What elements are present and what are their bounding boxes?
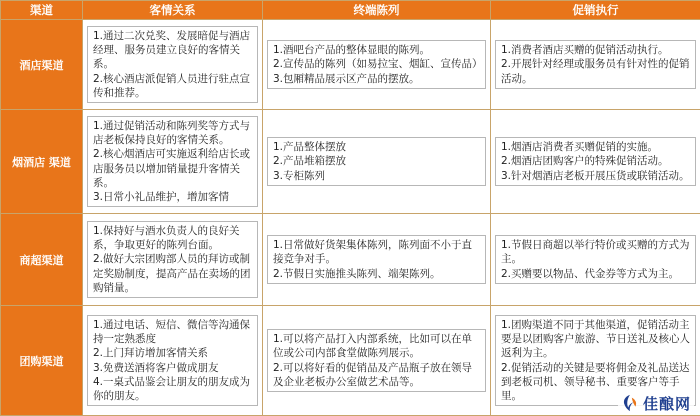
header-channel: 渠道: [1, 1, 83, 20]
watermark-text: 佳酿网: [643, 393, 691, 414]
list-item: 1.日常做好货架集体陈列，陈列面不小于直接竞争对手。: [273, 238, 480, 267]
list-item: 2.节假日实施推头陈列、端架陈列。: [273, 267, 480, 281]
text-box: [87, 116, 258, 208]
text-box: [495, 40, 696, 89]
list-item: 2.开展针对经理或服务员有针对性的促销活动。: [501, 57, 690, 86]
list-item: 2.做好大宗团购部人员的拜访或制定奖励制度，提高产品在卖场的团购销量。: [93, 252, 252, 295]
list-item: 4.一桌式品鉴会让朋友的朋友成为你的朋友。: [93, 375, 252, 404]
list-item: 1.通过电话、短信、微信等沟通保持一定熟悉度: [93, 318, 252, 347]
header-display: 终端陈列: [263, 1, 491, 20]
display-cell: [263, 306, 491, 416]
relation-cell: [83, 110, 263, 214]
channel-cell: 团购渠道: [1, 306, 83, 416]
list-item: 1.烟酒店消费者买赠促销的实施。: [501, 140, 690, 154]
list-item: 2.可以将好看的促销品及产品瓶子放在领导及企业老板办公室做艺术品等。: [273, 361, 480, 390]
list-item: 1.可以将产品打入内部系统，比如可以在单位或公司内部食堂做陈列展示。: [273, 332, 480, 361]
list-item: 1.通过二次兑奖、发展暗促与酒店经理、服务员建立良好的客情关系。: [93, 29, 252, 72]
list-item: 3.针对烟酒店老板开展压货或联销活动。: [501, 169, 690, 183]
promotion-cell: [491, 110, 700, 214]
channel-cell: 烟酒店 渠道: [1, 110, 83, 214]
list-item: 2.产品堆箱摆放: [273, 154, 480, 168]
text-box: [495, 235, 696, 284]
text-box: [267, 235, 486, 284]
table-row: [1, 20, 700, 110]
text-box: [87, 26, 258, 103]
list-item: 3.专柜陈列: [273, 169, 480, 183]
list-item: 2.买赠要以物品、代金券等方式为主。: [501, 267, 690, 281]
list-item: 2.宣传品的陈列（如易拉宝、烟缸、宣传品）: [273, 57, 480, 71]
list-item: 2.核心烟酒店可实施返利给店长或店服务员以增加销量提升客情关系。: [93, 147, 252, 190]
list-item: 1.产品整体摆放: [273, 140, 480, 154]
promotion-cell: [491, 214, 700, 306]
header-row: [1, 1, 700, 20]
display-cell: [263, 110, 491, 214]
text-box: [87, 221, 258, 298]
text-box: [267, 137, 486, 186]
list-item: 2.核心酒店派促销人员进行驻点宣传和推荐。: [93, 72, 252, 101]
relation-cell: [83, 214, 263, 306]
channel-cell: 商超渠道: [1, 214, 83, 306]
list-item: 1.节假日商超以举行特价或买赠的方式为主。: [501, 238, 690, 267]
list-item: 3.日常小礼品维护，增加客情: [93, 190, 252, 204]
text-box: [87, 315, 258, 407]
header-promotion: 促销执行: [491, 1, 700, 20]
table-row: [1, 110, 700, 214]
list-item: 2.上门拜访增加客情关系: [93, 346, 252, 360]
list-item: 1.通过促销活动和陈列奖等方式与店老板保持良好的客情关系。: [93, 119, 252, 148]
list-item: 1.酒吧台产品的整体显眼的陈列。: [273, 43, 480, 57]
table-row: [1, 214, 700, 306]
channel-cell: 酒店渠道: [1, 20, 83, 110]
relation-cell: [83, 20, 263, 110]
display-cell: [263, 214, 491, 306]
promotion-cell: [491, 20, 700, 110]
relation-cell: [83, 306, 263, 416]
list-item: 1.保持好与酒水负责人的良好关系，争取更好的陈列台面。: [93, 224, 252, 253]
text-box: [267, 40, 486, 89]
list-item: 1.团购渠道不同于其他渠道，促销活动主要是以团购客户旅游、节日送礼及核心人返利为主。: [501, 318, 690, 361]
list-item: 3.免费送酒将客户做成朋友: [93, 361, 252, 375]
text-box: [267, 329, 486, 392]
list-item: 2.促销活动的关键是要将佣金及礼品送达到老板司机、领导秘书、重要客户等手里。: [501, 361, 690, 404]
header-relation: 客情关系: [83, 1, 263, 20]
display-cell: [263, 20, 491, 110]
list-item: 2.烟酒店团购客户的特殊促销活动。: [501, 154, 690, 168]
text-box: [495, 137, 696, 186]
table-row: [1, 306, 700, 416]
watermark: [618, 393, 694, 413]
list-item: 1.消费者酒店买赠的促销活动执行。: [501, 43, 690, 57]
logo-icon: [621, 394, 639, 412]
list-item: 3.包厢精品展示区产品的摆放。: [273, 72, 480, 86]
